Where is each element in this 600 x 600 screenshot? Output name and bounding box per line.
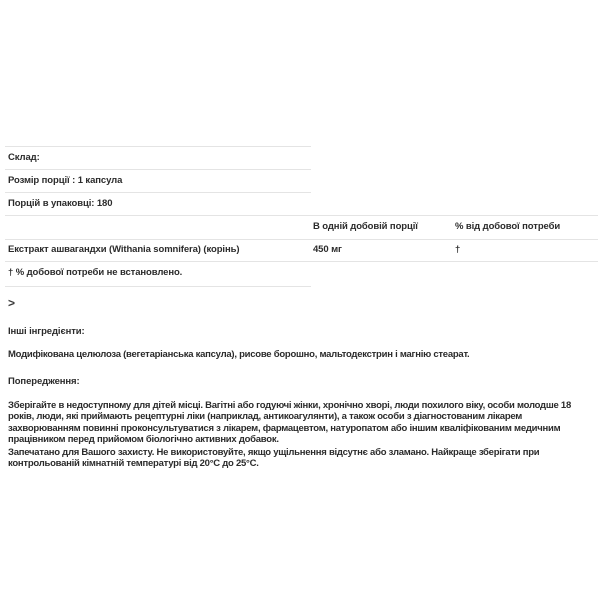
disclosure-chevron-icon[interactable]: > [8,296,16,310]
serving-size-row [5,169,311,192]
daily-value-footnote [5,262,311,287]
ingredient-daily-value: † [455,244,461,255]
serving-size-label: Розмір порції : 1 капсула [8,175,123,186]
facts-table-header-row [5,216,598,239]
footnote-text: † % добової потреби не встановлено. [8,267,183,278]
warnings-paragraph-2: Запечатано для Вашого захисту. Не використовуйте, якщо ущільнення відсутнє або зламано. Найкраще зберігати при контрольованій кімнатній температурі від 20°C до 25°C. [8,446,540,469]
other-ingredients-text: Модифікована целюлоза (вегетаріанська капсула), рисове борошно, мальтодекстрин і магнію стеарат. [8,349,470,360]
table-row [5,239,598,262]
composition-row [5,146,311,169]
warnings-paragraph-1: Зберігайте в недоступному для дітей місці. Вагітні або годуючі жінки, хронічно хворі, люди похилого віку, особи молодше 18 років, люди, які приймають рецептурні ліки (наприклад, антикоагулянти), а також особи з діагностованим лікарем захворюванням повинні проконсультуватися з лікарем, фармацевтом, натуропатом або іншим кваліфікованим медичним працівником перед прийомом біологічно активних добавок. [8,399,571,445]
amount-per-serving-header: В одній добовій порції [313,221,418,232]
ingredient-name: Екстракт ашвагандхи (Withania somnifera) (корінь) [8,244,240,255]
ingredient-amount: 450 мг [313,244,342,255]
supplement-facts-panel [5,146,598,470]
other-ingredients-heading: Інші інгредієнти: [8,326,85,337]
warnings-heading: Попередження: [8,375,80,387]
ingredient-column-header [5,221,313,233]
servings-per-container-label: Порцій в упаковці: 180 [8,198,113,209]
daily-value-header: % від добової потреби [455,221,561,232]
supplement-facts-table [5,215,598,262]
composition-label: Склад: [8,152,40,163]
serving-info-rows [5,146,311,215]
servings-per-container-row [5,192,311,215]
